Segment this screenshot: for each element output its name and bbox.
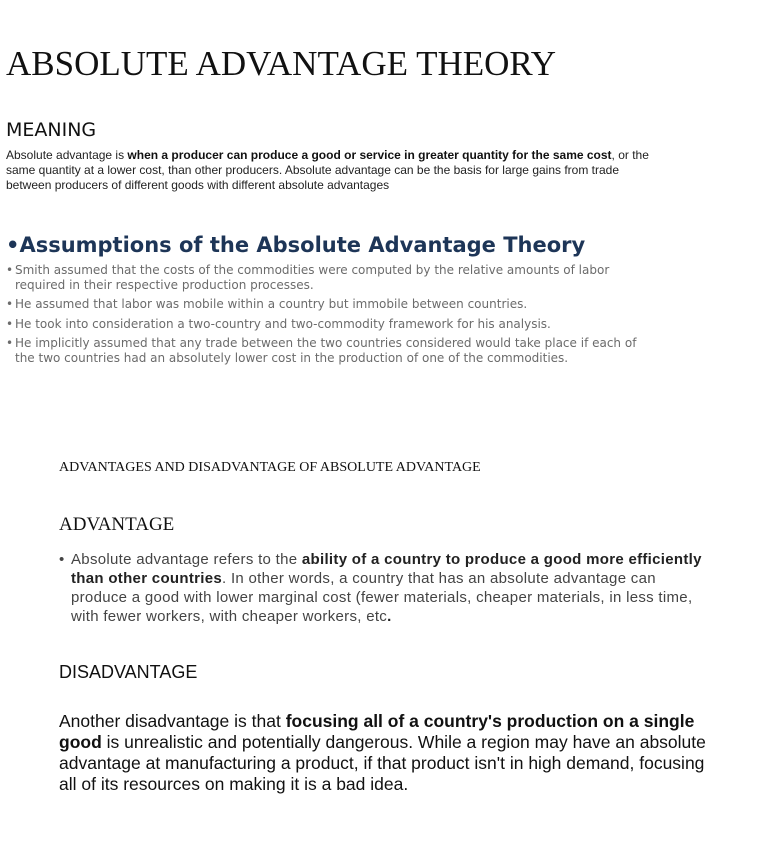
bullet-icon: • bbox=[6, 336, 14, 350]
advantage-item bbox=[59, 550, 711, 626]
disadvantage-paragraph bbox=[59, 711, 714, 795]
assumption-item bbox=[6, 317, 656, 332]
meaning-text-bold: when a producer can produce a good or service in greater quantity for the same cost bbox=[127, 148, 612, 162]
assumption-text: He took into consideration a two-country and two-commodity framework for his analysis. bbox=[15, 316, 551, 331]
page-title: ABSOLUTE ADVANTAGE THEORY bbox=[6, 44, 557, 83]
advantage-heading: ADVANTAGE bbox=[59, 514, 175, 535]
advantage-text-bold: ability of a country to produce a good more efficiently than other countries bbox=[71, 551, 702, 587]
assumption-text: He implicitly assumed that any trade between the two countries considered would take place if each of the two countries had an absolutely lower cost in the production of one of the commodities. bbox=[15, 336, 637, 365]
disadvantage-text-start: Another disadvantage is that bbox=[59, 711, 286, 731]
assumptions-heading-text: Assumptions of the Absolute Advantage Theory bbox=[19, 233, 586, 257]
assumption-item bbox=[6, 297, 656, 312]
bullet-icon: • bbox=[6, 316, 14, 331]
assumptions-heading bbox=[6, 230, 585, 260]
advantages-disadvantage-title: ADVANTAGES AND DISADVANTAGE OF ABSOLUTE ADVANTAGE bbox=[59, 460, 481, 475]
disadvantage-heading: DISADVANTAGE bbox=[59, 662, 198, 682]
advantage-text-period: . bbox=[387, 608, 392, 625]
assumption-item bbox=[6, 263, 656, 292]
assumptions-list bbox=[6, 263, 656, 370]
assumption-text: Smith assumed that the costs of the commodities were computed by the relative amounts of labor required in their respective production processes. bbox=[15, 263, 610, 292]
meaning-text-start: Absolute advantage is bbox=[6, 148, 128, 162]
meaning-text-end: , or the same quantity at a lower cost, than other producers. Absolute advantage can be the basis for large gains from trade between producers of different goods with different absolute advantages bbox=[6, 148, 649, 192]
assumption-text: He assumed that labor was mobile within a country but immobile between countries. bbox=[15, 297, 528, 311]
advantage-text-end: . In other words, a country that has an absolute advantage can produce a good with lower marginal cost (fewer materials, cheaper materials, in less time, with fewer workers, with cheaper workers, etc bbox=[71, 570, 693, 625]
assumptions-heading-bullet: • bbox=[6, 233, 20, 257]
meaning-heading: MEANING bbox=[6, 119, 97, 141]
bullet-icon: • bbox=[59, 551, 65, 568]
disadvantage-text-end: is unrealistic and potentially dangerous. While a region may have an absolute advantage at manufacturing a product, if that product isn't in high demand, focusing all of its resources on making it is a bad idea. bbox=[59, 732, 706, 794]
meaning-paragraph bbox=[6, 148, 656, 193]
disadvantage-text-bold: focusing all of a country's production on a single good bbox=[59, 711, 695, 752]
bullet-icon: • bbox=[6, 297, 14, 311]
bullet-icon: • bbox=[6, 263, 14, 277]
advantage-text-start: Absolute advantage refers to the bbox=[71, 551, 302, 568]
assumption-item bbox=[6, 336, 656, 365]
